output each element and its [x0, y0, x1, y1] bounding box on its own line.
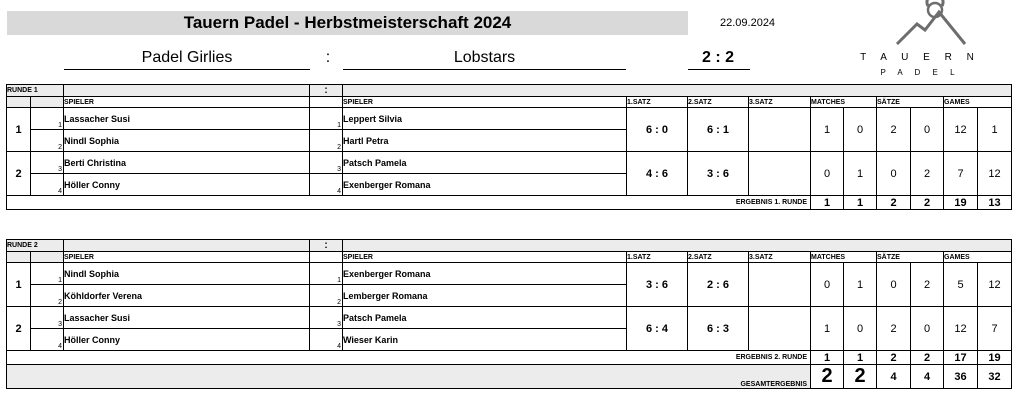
player-pos: 3: [31, 152, 64, 174]
satz2-score: 2 : 6: [688, 263, 749, 307]
satz2-score: 6 : 1: [688, 108, 749, 152]
round-result-label: ERGEBNIS 2. RUNDE: [7, 351, 811, 365]
result-games-away: 13: [978, 196, 1012, 210]
match-nr: 2: [7, 152, 31, 196]
games-away: 7: [978, 307, 1012, 351]
player-pos: 3: [310, 152, 343, 174]
match-nr: 1: [7, 263, 31, 307]
saetze-header: SÄTZE: [877, 97, 944, 108]
result-games-home: 17: [944, 351, 978, 365]
total-saetze-away: 4: [911, 365, 944, 389]
saetze-away: 2: [911, 152, 944, 196]
satz3-score: [749, 263, 811, 307]
player-pos: 2: [31, 285, 64, 307]
saetze-home: 0: [877, 152, 911, 196]
home-team-underline: [64, 69, 310, 70]
away-pos-header: [310, 97, 343, 108]
home-spieler-header: SPIELER: [64, 97, 310, 108]
satz3-score: [749, 307, 811, 351]
home-player-name: Lassacher Susi: [64, 108, 310, 130]
saetze-home: 0: [877, 263, 911, 307]
page-title: Tauern Padel - Herbstmeisterschaft 2024: [183, 13, 512, 32]
matches-home: 1: [811, 307, 844, 351]
round-separator: :: [310, 85, 343, 97]
matches-home: 0: [811, 263, 844, 307]
round-2-table: [6, 239, 1012, 389]
player-pos: 1: [310, 263, 343, 285]
round-home-cell: [64, 240, 310, 252]
result-saetze-away: 2: [911, 351, 944, 365]
away-player-name: Lemberger Romana: [343, 285, 627, 307]
games-header: GAMES: [944, 252, 1012, 263]
match-date: 22.09.2024: [720, 17, 776, 29]
pos-header: [31, 97, 64, 108]
result-games-home: 19: [944, 196, 978, 210]
away-team-name: Lobstars: [453, 49, 516, 66]
player-pos: 2: [310, 130, 343, 152]
home-player-name: Berti Christina: [64, 152, 310, 174]
satz3-header: 3.SATZ: [749, 97, 811, 108]
matches-away: 0: [844, 108, 877, 152]
away-player-name: Wieser Karin: [343, 329, 627, 351]
satz3-score: [749, 152, 811, 196]
satz1-score: 6 : 0: [627, 108, 688, 152]
matches-home: 0: [811, 152, 844, 196]
logo-subtitle: P A D E L: [880, 68, 960, 77]
player-pos: 2: [31, 130, 64, 152]
away-player-name: Exenberger Romana: [343, 174, 627, 196]
round-home-cell: [64, 85, 310, 97]
nr-header: [7, 97, 31, 108]
away-player-name: Exenberger Romana: [343, 263, 627, 285]
player-pos: 4: [31, 174, 64, 196]
result-saetze-away: 2: [911, 196, 944, 210]
score-underline: [688, 69, 750, 70]
satz1-score: 6 : 4: [627, 307, 688, 351]
matches-away: 1: [844, 263, 877, 307]
total-matches-away: 2: [844, 365, 877, 389]
satz1-score: 3 : 6: [627, 263, 688, 307]
satz2-header: 2.SATZ: [688, 252, 749, 263]
matches-home: 1: [811, 108, 844, 152]
home-spieler-header: SPIELER: [64, 252, 310, 263]
saetze-header: SÄTZE: [877, 252, 944, 263]
saetze-away: 0: [911, 108, 944, 152]
games-home: 5: [944, 263, 978, 307]
result-games-away: 19: [978, 351, 1012, 365]
saetze-home: 2: [877, 307, 911, 351]
result-matches-home: 1: [811, 351, 844, 365]
logo-wordmark: T A U E R N: [860, 52, 980, 63]
home-player-name: Nindl Sophia: [64, 130, 310, 152]
saetze-away: 0: [911, 307, 944, 351]
home-player-name: Höller Conny: [64, 174, 310, 196]
satz3-header: 3.SATZ: [749, 252, 811, 263]
total-result-label: GESAMTERGEBNIS: [7, 365, 811, 389]
away-spieler-header: SPIELER: [343, 97, 627, 108]
satz1-score: 4 : 6: [627, 152, 688, 196]
match-nr: 1: [7, 108, 31, 152]
total-score: 2 : 2: [701, 49, 734, 66]
games-away: 1: [978, 108, 1012, 152]
away-pos-header: [310, 252, 343, 263]
player-pos: 4: [310, 329, 343, 351]
games-away: 12: [978, 263, 1012, 307]
home-player-name: Lassacher Susi: [64, 307, 310, 329]
away-spieler-header: SPIELER: [343, 252, 627, 263]
round-away-cell: [343, 85, 1012, 97]
player-pos: 4: [310, 174, 343, 196]
round-1-table: [6, 84, 1012, 210]
round-away-cell: [343, 240, 1012, 252]
away-player-name: Hartl Petra: [343, 130, 627, 152]
saetze-away: 2: [911, 263, 944, 307]
away-team-underline: [343, 69, 626, 70]
away-player-name: Patsch Pamela: [343, 152, 627, 174]
round-label: RUNDE 2: [7, 240, 64, 252]
away-player-name: Leppert Silvia: [343, 108, 627, 130]
away-player-name: Patsch Pamela: [343, 307, 627, 329]
games-home: 12: [944, 307, 978, 351]
result-saetze-home: 2: [877, 196, 911, 210]
home-player-name: Köhldorfer Verena: [64, 285, 310, 307]
games-away: 12: [978, 152, 1012, 196]
nr-header: [7, 252, 31, 263]
satz1-header: 1.SATZ: [627, 97, 688, 108]
satz3-score: [749, 108, 811, 152]
total-matches-home: 2: [811, 365, 844, 389]
matches-away: 0: [844, 307, 877, 351]
player-pos: 1: [31, 108, 64, 130]
round-separator: :: [310, 240, 343, 252]
player-pos: 1: [310, 108, 343, 130]
player-pos: 3: [310, 307, 343, 329]
satz1-header: 1.SATZ: [627, 252, 688, 263]
player-pos: 4: [31, 329, 64, 351]
tauern-padel-logo-icon: [895, 0, 967, 48]
matches-header: MATCHES: [811, 252, 877, 263]
pos-header: [31, 252, 64, 263]
player-pos: 3: [31, 307, 64, 329]
satz2-score: 3 : 6: [688, 152, 749, 196]
result-matches-away: 1: [844, 351, 877, 365]
satz2-score: 6 : 3: [688, 307, 749, 351]
player-pos: 2: [310, 285, 343, 307]
match-nr: 2: [7, 307, 31, 351]
result-saetze-home: 2: [877, 351, 911, 365]
home-player-name: Nindl Sophia: [64, 263, 310, 285]
result-matches-away: 1: [844, 196, 877, 210]
total-games-away: 32: [978, 365, 1012, 389]
home-player-name: Höller Conny: [64, 329, 310, 351]
games-home: 12: [944, 108, 978, 152]
total-saetze-home: 4: [877, 365, 911, 389]
total-games-home: 36: [944, 365, 978, 389]
matches-away: 1: [844, 152, 877, 196]
round-label: RUNDE 1: [7, 85, 64, 97]
result-matches-home: 1: [811, 196, 844, 210]
games-home: 7: [944, 152, 978, 196]
matches-header: MATCHES: [811, 97, 877, 108]
satz2-header: 2.SATZ: [688, 97, 749, 108]
player-pos: 1: [31, 263, 64, 285]
saetze-home: 2: [877, 108, 911, 152]
round-result-label: ERGEBNIS 1. RUNDE: [7, 196, 811, 210]
games-header: GAMES: [944, 97, 1012, 108]
home-team-name: Padel Girlies: [141, 49, 233, 66]
team-separator: :: [325, 49, 331, 66]
